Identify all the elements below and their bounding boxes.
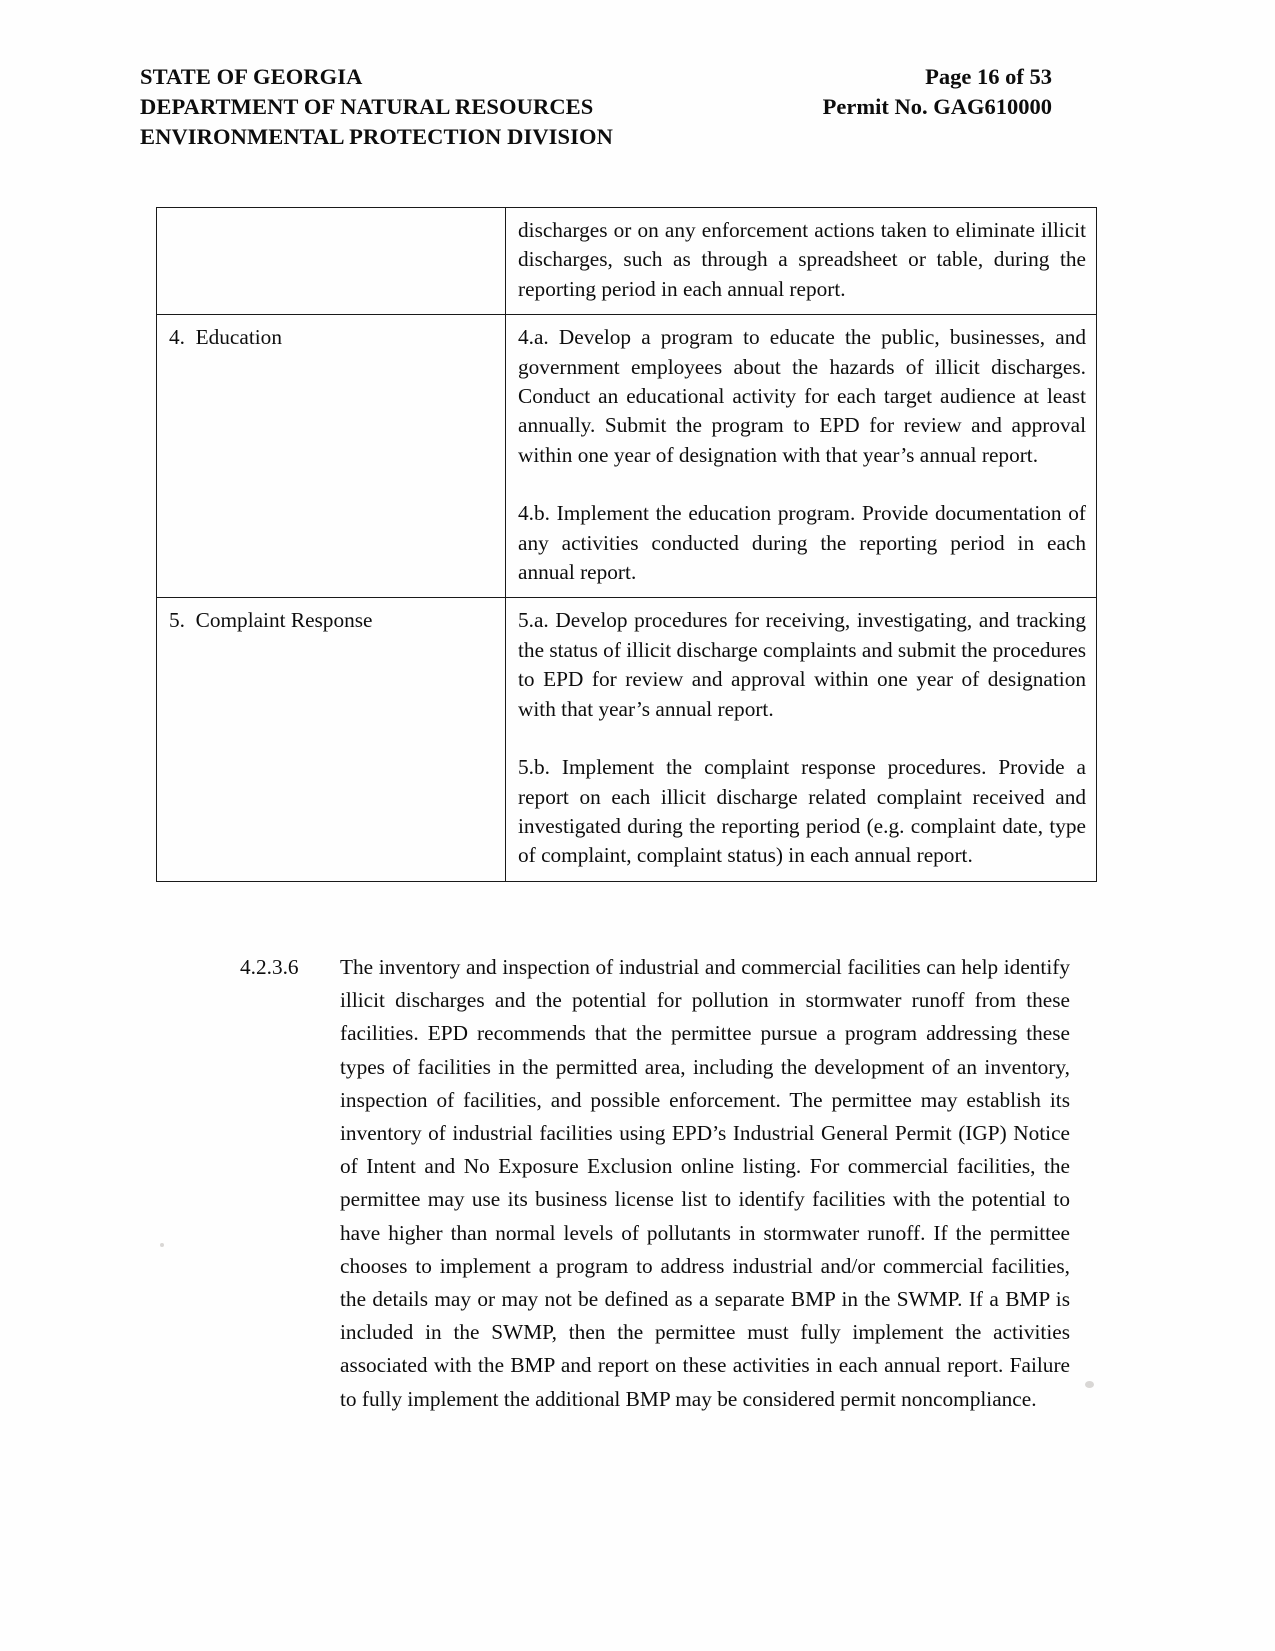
agency-line-division: ENVIRONMENTAL PROTECTION DIVISION	[140, 124, 613, 149]
scan-speck	[1085, 1381, 1094, 1388]
requirement-paragraph: 4.b. Implement the education program. Provide documentation of any activities conducted during the reporting period in each annual report.	[518, 501, 1086, 585]
page-header	[140, 62, 1060, 152]
clause-number: 4.2.3.6	[240, 955, 299, 979]
agency-line-state: STATE OF GEORGIA	[140, 64, 363, 89]
table-cell-measure	[157, 208, 506, 315]
requirement-paragraph: 4.a. Develop a program to educate the public, businesses, and government employees about the hazards of illicit discharges. Conduct an educational activity for each target audience at least annually. Submit the program to EPD for review and approval within one year of designation with that year’s annual report.	[518, 325, 1086, 467]
document-meta	[823, 62, 1060, 122]
requirement-text	[518, 323, 1086, 587]
agency-heading	[140, 62, 613, 152]
measure-label: 5. Complaint Response	[169, 608, 373, 633]
table-row	[157, 598, 1097, 881]
requirement-text	[518, 606, 1086, 870]
table-cell-measure	[157, 315, 506, 598]
permit-number: Permit No. GAG610000	[822, 94, 1052, 119]
table-cell-requirement	[506, 598, 1097, 881]
page-number: Page 16 of 53	[925, 64, 1052, 89]
table-cell-requirement	[506, 208, 1097, 315]
scan-speck	[160, 1243, 164, 1247]
bmp-requirements-table	[156, 207, 1097, 882]
measure-label: 4. Education	[169, 325, 282, 350]
table-cell-requirement	[506, 315, 1097, 598]
clause-text: The inventory and inspection of industrial and commercial facilities can help identify illicit discharges and the potential for pollution in stormwater runoff from these facilities. EPD recommends that the permittee pursue a program addressing these types of facilities in the permitted area, including the development of an inventory, inspection of facilities, and possible enforcement. The permittee may establish its inventory of industrial facilities using EPD’s Industrial General Permit (IGP) Notice of Intent and No Exposure Exclusion online listing. For commercial facilities, the permittee may use its business license list to identify facilities with the potential to have higher than normal levels of pollutants in stormwater runoff. If the permittee chooses to implement a program to address industrial and/or commercial facilities, the details may or may not be defined as a separate BMP in the SWMP. If a BMP is included in the SWMP, then the permittee must fully implement the activities associated with the BMP and report on these activities in each annual report. Failure to fully implement the additional BMP may be considered permit noncompliance.	[340, 955, 1070, 1411]
clause-4-2-3-6	[156, 949, 1072, 1416]
requirement-paragraph: discharges or on any enforcement actions taken to eliminate illicit discharges, such as through a spreadsheet or table, during the reporting period in each annual report.	[518, 218, 1086, 301]
table-row	[157, 208, 1097, 315]
requirement-text	[518, 216, 1086, 304]
table-row	[157, 315, 1097, 598]
requirement-paragraph: 5.b. Implement the complaint response procedures. Provide a report on each illicit discharge related complaint received and investigated during the reporting period (e.g. complaint date, type of complaint, complaint status) in each annual report.	[518, 755, 1086, 868]
agency-line-department: DEPARTMENT OF NATURAL RESOURCES	[140, 94, 594, 119]
requirement-paragraph: 5.a. Develop procedures for receiving, investigating, and tracking the status of illicit discharge complaints and submit the procedures to EPD for review and approval within one year of designation with that year’s annual report.	[518, 608, 1086, 721]
table-cell-measure	[157, 598, 506, 881]
